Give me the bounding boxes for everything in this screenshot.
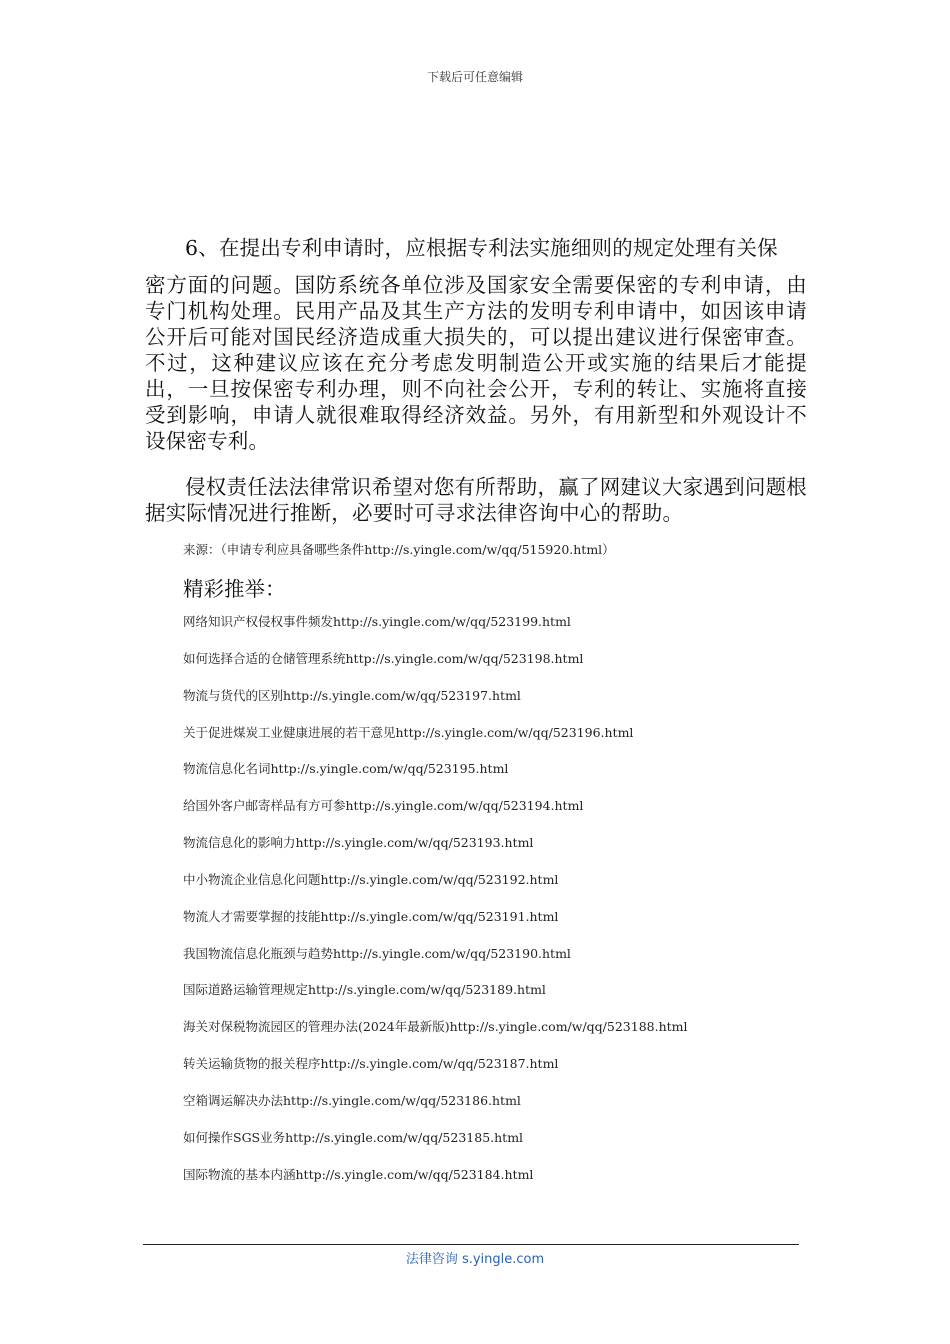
- recommendations-list: [183, 614, 688, 1204]
- recommendation-link[interactable]: 物流信息化名词http://s.yingle.com/w/qq/523195.html: [183, 761, 509, 777]
- list-item: [183, 651, 688, 688]
- list-item: [183, 1056, 688, 1093]
- header-note: 下载后可任意编辑: [426, 70, 523, 84]
- list-item: [183, 761, 688, 798]
- paragraph-1-first-line: 6、在提出专利申请时，应根据专利法实施细则的规定处理有关保: [185, 236, 778, 260]
- list-item: [183, 1167, 688, 1204]
- list-item: [183, 1130, 688, 1167]
- list-item: [183, 909, 688, 946]
- recommendation-link[interactable]: 转关运输货物的报关程序http://s.yingle.com/w/qq/523187.html: [183, 1056, 559, 1072]
- recommendation-link[interactable]: 国际道路运输管理规定http://s.yingle.com/w/qq/523189.html: [183, 982, 546, 998]
- list-item: [183, 1019, 688, 1056]
- paragraph-1-body: 密方面的问题。国防系统各单位涉及国家安全需要保密的专利申请，由专门机构处理。民用产品及其生产方法的发明专利申请中，如因该申请公开后可能对国民经济造成重大损失的，可以提出建议进行保密审查。不过，这种建议应该在充分考虑发明制造公开或实施的结果后才能提出，一旦按保密专利办理，则不向社会公开，专利的转让、实施将直接受到影响，申请人就很难取得经济效益。另外，有用新型和外观设计不设保密专利。: [145, 273, 807, 453]
- recommendation-link[interactable]: 国际物流的基本内涵http://s.yingle.com/w/qq/523184.html: [183, 1166, 534, 1182]
- recommendation-link[interactable]: 物流与货代的区别http://s.yingle.com/w/qq/523197.html: [183, 687, 521, 703]
- recommendation-link[interactable]: 物流人才需要掌握的技能http://s.yingle.com/w/qq/523191.html: [183, 908, 559, 924]
- paragraph-2: 侵权责任法法律常识希望对您有所帮助，赢了网建议大家遇到问题根据实际情况进行推断，必要时可寻求法律咨询中心的帮助。: [145, 475, 807, 525]
- list-item: [183, 872, 688, 909]
- recommendation-link[interactable]: 空箱调运解决办法http://s.yingle.com/w/qq/523186.html: [183, 1092, 521, 1108]
- list-item: [183, 1093, 688, 1130]
- source-line: 来源：（申请专利应具备哪些条件http://s.yingle.com/w/qq/515920.html）: [183, 542, 615, 557]
- recommendation-link[interactable]: 海关对保税物流园区的管理办法(2024年最新版)http://s.yingle.com/w/qq/523188.html: [183, 1019, 688, 1035]
- recommendation-link[interactable]: 网络知识产权侵权事件频发http://s.yingle.com/w/qq/523199.html: [183, 614, 571, 629]
- list-item: [183, 725, 688, 762]
- list-item: [183, 798, 688, 835]
- list-item: [183, 614, 688, 651]
- list-item: [183, 835, 688, 872]
- list-item: [183, 946, 688, 983]
- list-item: [183, 688, 688, 725]
- recommendation-link[interactable]: 关于促进煤炭工业健康进展的若干意见http://s.yingle.com/w/qq/523196.html: [183, 724, 634, 740]
- recommendation-link[interactable]: 我国物流信息化瓶颈与趋势http://s.yingle.com/w/qq/523190.html: [183, 945, 571, 961]
- recommendation-link[interactable]: 中小物流企业信息化问题http://s.yingle.com/w/qq/523192.html: [183, 871, 559, 887]
- recommendation-link[interactable]: 物流信息化的影响力http://s.yingle.com/w/qq/523193.html: [183, 835, 534, 851]
- footer-divider: [143, 1244, 799, 1245]
- recommendation-link[interactable]: 如何操作SGS业务http://s.yingle.com/w/qq/523185.html: [183, 1129, 524, 1145]
- list-item: [183, 982, 688, 1019]
- recommendations-heading: 精彩推举：: [183, 577, 286, 601]
- recommendation-link[interactable]: 如何选择合适的仓储管理系统http://s.yingle.com/w/qq/523198.html: [183, 650, 584, 666]
- footer-link[interactable]: 法律咨询 s.yingle.com: [405, 1252, 545, 1267]
- recommendation-link[interactable]: 给国外客户邮寄样品有方可参http://s.yingle.com/w/qq/523194.html: [183, 798, 584, 814]
